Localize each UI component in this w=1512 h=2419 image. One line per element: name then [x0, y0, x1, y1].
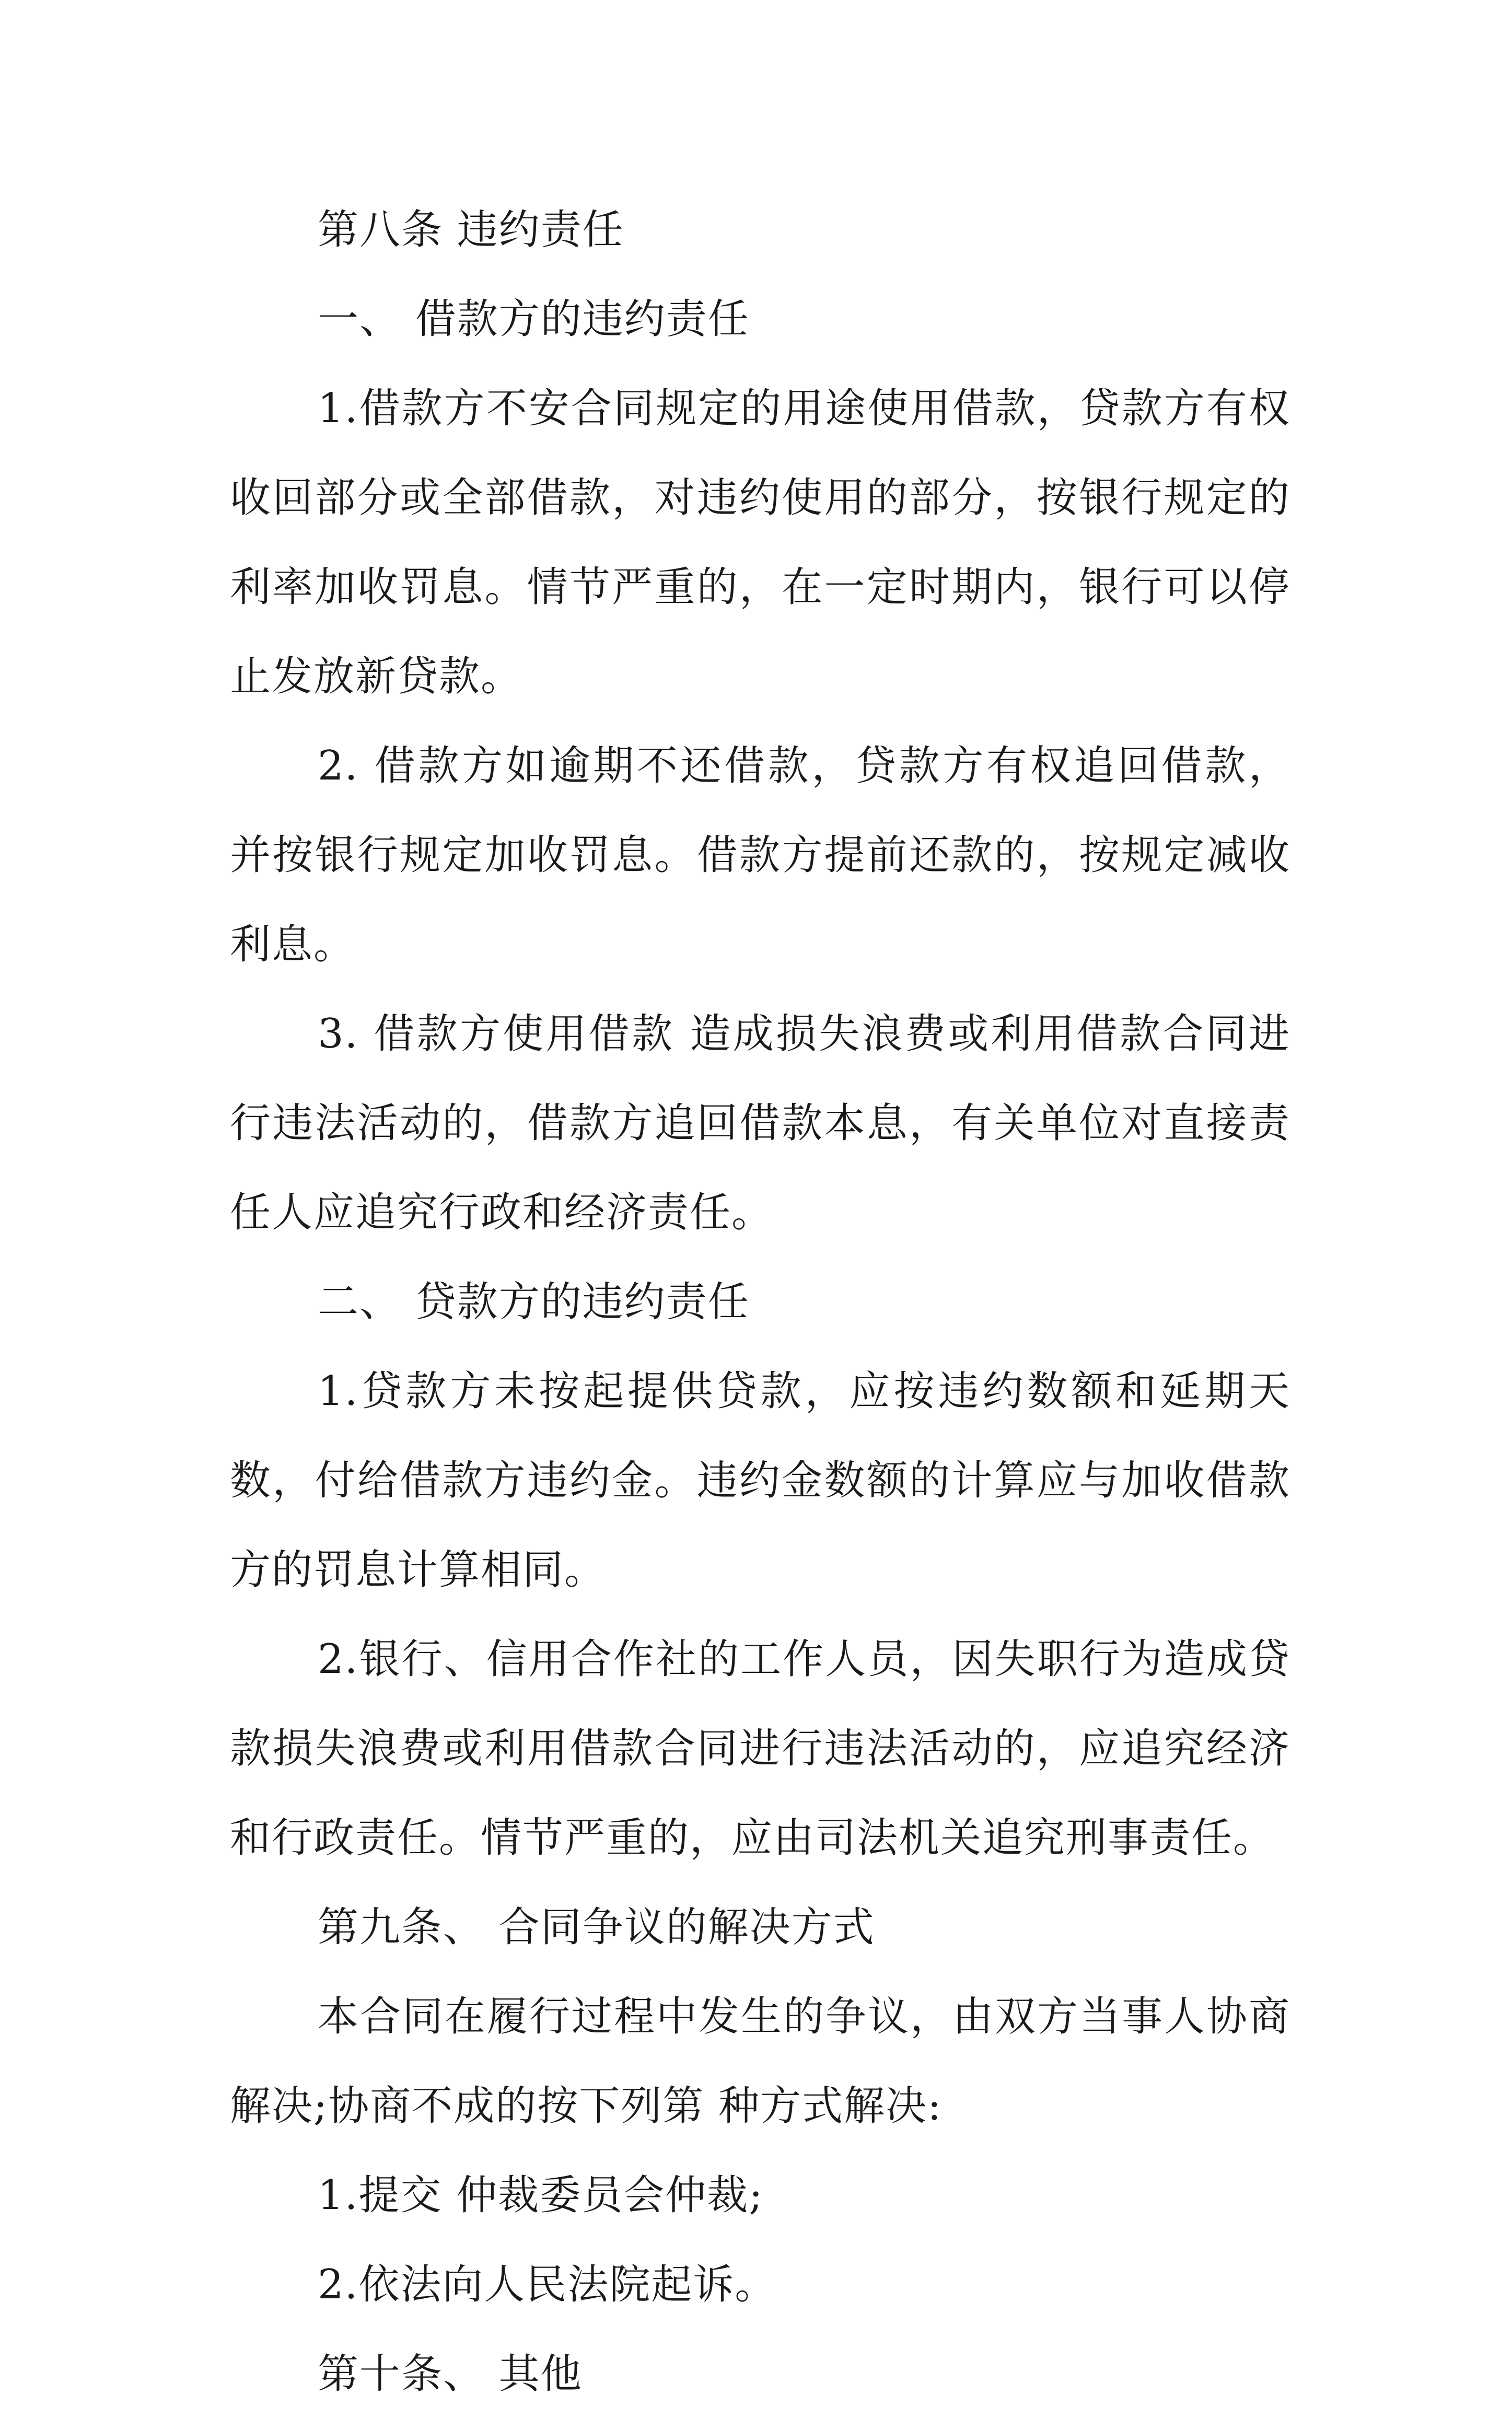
article-10-heading: 第十条、 其他 [318, 2351, 583, 2398]
section-borrower-liability-heading: 一、 借款方的违约责任 [318, 296, 750, 343]
article-8-heading: 第八条 违约责任 [318, 206, 624, 253]
document-body [230, 185, 1290, 2419]
borrower-clause-3: 3. 借款方使用借款 造成损失浪费或利用借款合同进行违法活动的，借款方追回借款本息，有关单位对直接责任人应追究行政和经济责任。 [230, 1010, 1290, 1236]
borrower-clause-1: 1.借款方不安合同规定的用途使用借款，贷款方有权收回部分或全部借款，对违约使用的部分，按银行规定的利率加收罚息。情节严重的，在一定时期内，银行可以停止发放新贷款。 [230, 385, 1290, 700]
article-9-heading: 第九条、 合同争议的解决方式 [318, 1904, 875, 1951]
dispute-resolution-paragraph: 本合同在履行过程中发生的争议，由双方当事人协商解决;协商不成的按下列第 种方式解决: [230, 1993, 1290, 2130]
dispute-option-1: 1.提交 仲裁委员会仲裁; [318, 2172, 764, 2219]
dispute-option-2: 2.依法向人民法院起诉。 [318, 2261, 777, 2308]
borrower-clause-2: 2. 借款方如逾期不还借款，贷款方有权追回借款，并按银行规定加收罚息。借款方提前还款的，按规定减收利息。 [230, 742, 1290, 968]
lender-clause-1: 1.贷款方未按起提供贷款，应按违约数额和延期天数，付给借款方违约金。违约金数额的计算应与加收借款方的罚息计算相同。 [230, 1368, 1290, 1594]
section-lender-liability-heading: 二、 贷款方的违约责任 [318, 1278, 750, 1325]
lender-clause-2: 2.银行、信用合作社的工作人员，因失职行为造成贷款损失浪费或利用借款合同进行违法活动的，应追究经济和行政责任。情节严重的，应由司法机关追究刑事责任。 [230, 1636, 1290, 1862]
